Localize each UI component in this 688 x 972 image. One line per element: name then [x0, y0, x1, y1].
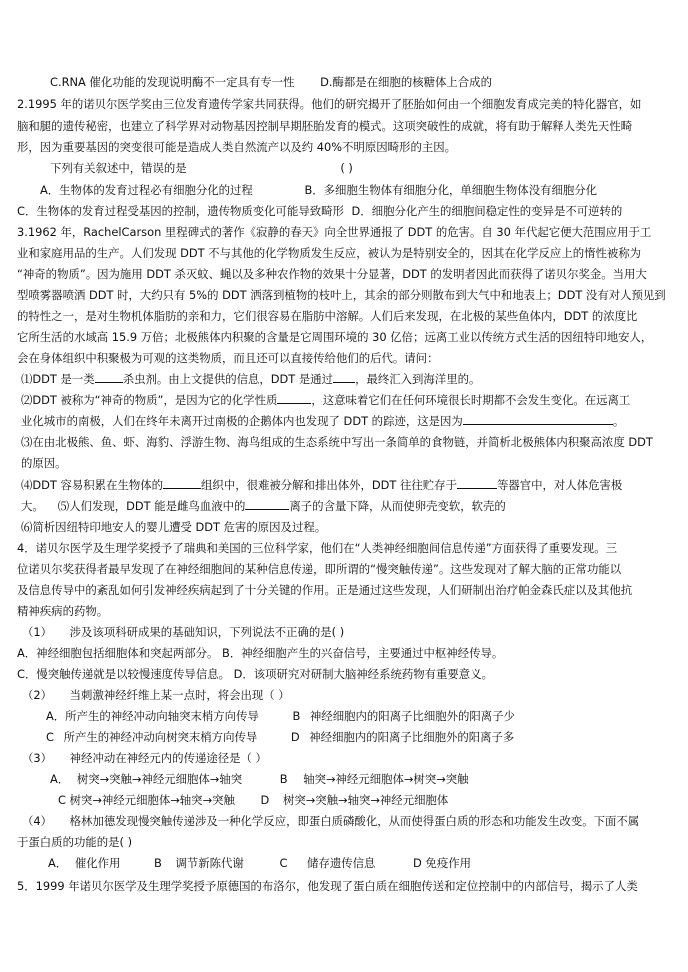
subquestion-5 — [21, 499, 506, 513]
question-3-line-3 — [17, 267, 647, 281]
options-text: C．慢突触传递就是以较慢速度传导信息。 D．该项研究对研制大脑神经系统药物有重要意义。 — [17, 667, 493, 681]
question-4-text: 4．诺贝尔医学及生理学奖授予了瑞典和美国的三位科学家，他们在“人类神经细胞间信息传递”方面获得了重要发现。三 — [17, 541, 617, 555]
subquestion-number: （1） — [22, 625, 53, 639]
question-3-line-7 — [17, 351, 438, 365]
question-3-text: “神奇的物质”。因为施用 DDT 杀灭蚊、蝇以及多种农作物的效果十分显著，DDT 的发明者因此而获得了诺贝尔奖金。当用大 — [17, 267, 647, 281]
option-d: D．细胞分化产生的细胞间稳定性的变异是不可逆转的 — [351, 204, 623, 218]
question-4-line-3 — [17, 583, 632, 597]
option-c: 储存遗传信息 — [307, 856, 376, 870]
question-4-line-1 — [17, 541, 617, 555]
question-4-line-2 — [17, 562, 621, 576]
question-3-text: 的特性之一，是对生物机体脂肪的亲和力，它们很容易在脂肪中溶解。人们后来发现，在北极的某些鱼体内，DDT 的浓度比 — [17, 309, 638, 323]
question-5-line-1 — [17, 879, 638, 893]
question-2-text: 2.1995 年的诺贝尔医学奖由三位发育遗传学家共同获得。他们的研究揭开了胚胎如何由一个细胞发育成完美的特化器官，如 — [17, 97, 642, 111]
question-4-line-4 — [17, 604, 108, 618]
option-a: 树突→突触→神经元细胞体→轴突 — [76, 772, 243, 786]
subquestion-text: ⑶在由北极熊、鱼、虾、海豹、浮游生物、海鸟组成的生态系统中写出一条简单的食物链，并简析北极熊体内积聚高浓度 DDT — [21, 435, 653, 449]
question-2-text: 形，因为重要基因的突变很可能是造成人类自然流产以及约 40%不明原因畸形的主因。 — [17, 140, 457, 154]
subquestion-text: ⑵DDT 被称为“神奇的物质”，是因为它的化学性质 — [21, 393, 278, 407]
subquestion-4-1-options-cd — [17, 667, 493, 681]
answer-bracket: ( ) — [340, 161, 353, 175]
subquestion-4-4-line-2 — [17, 835, 132, 849]
subquestion-2-line-2 — [21, 414, 624, 428]
option-b: 轴突→神经元细胞体→树突→突触 — [303, 772, 469, 786]
subquestion-text: ⑹简析因纽特印地安人的婴儿遭受 DDT 危害的原因及过程。 — [21, 520, 327, 534]
answer-blank[interactable] — [277, 393, 311, 404]
question-2-line-2 — [17, 119, 632, 133]
subquestion-text: 离子的含量下降，从而使卵壳变软，软壳的 — [289, 499, 506, 513]
option-c-letter: C — [46, 730, 54, 744]
subquestion-stem: 格林加德发现慢突触传递涉及一种化学反应，即蛋白质磷酸化，从而使得蛋白质的形态和功能发生改变。下面不属 — [69, 814, 640, 828]
question-4-text: 位诺贝尔奖获得者最早发现了在神经细胞间的某种信息传递，即所谓的“慢突触传递”。这些发现对了解大脑的正常功能以 — [17, 562, 622, 576]
question-3-text: 型喷雾器喷洒 DDT 时，大约只有 5%的 DDT 洒落到植物的枝叶上，其余的部分则散布到大气中和地表上；DDT 没有对人预见到 — [17, 288, 666, 302]
option-a-letter: A． — [50, 772, 70, 786]
option-d-letter: D — [290, 730, 300, 744]
option-b: 调节新陈代谢 — [175, 856, 244, 870]
subquestion-stem: 当刺激神经纤维上某一点时，将会出现（ ） — [69, 688, 290, 702]
option-b-letter: B — [292, 709, 301, 723]
subquestion-4-1 — [22, 625, 344, 639]
subquestion-4-2 — [22, 688, 290, 702]
subquestion-1 — [21, 372, 480, 386]
option-d: 神经细胞内的阳离子比细胞外的阳离子多 — [309, 730, 515, 744]
answer-blank[interactable] — [333, 372, 355, 383]
option-d: D.酶都是在细胞的核糖体上合成的 — [320, 75, 492, 89]
answer-blank[interactable] — [95, 372, 123, 383]
subquestion-stem: 涉及该项科研成果的基础知识，下列说法不正确的是( ) — [69, 625, 345, 639]
question-3-line-4 — [17, 288, 666, 302]
question-3-text: 会在身体组织中积聚极为可观的这类物质，而且还可以直接传给他们的后代。请问： — [17, 351, 439, 365]
question-3-line-2 — [17, 246, 641, 260]
question-2-options-cd — [17, 204, 622, 218]
question-4-text: 及信息传导中的紊乱如何引发神经疾病起到了十分关键的作用。正是通过这些发现，人们研制出治疗帕金森氏症以及其他抗 — [17, 583, 633, 597]
subquestion-text: 的原因。 — [21, 456, 67, 470]
option-a: A．所产生的神经冲动向轴突末梢方向传导 — [46, 709, 259, 723]
subquestion-2-line-1 — [21, 393, 630, 407]
question-5-text: 5．1999 年诺贝尔医学及生理学奖授予原德国的布洛尔，他发现了蛋白质在细胞传送和定位控制中的内部信号，揭示了人类 — [17, 879, 638, 893]
option-b-letter: B — [154, 856, 162, 870]
subquestion-4-3-options-cd — [58, 793, 448, 807]
question-2-stem: 下列有关叙述中，错误的是 — [50, 161, 187, 175]
subquestion-4-4-options — [48, 856, 471, 870]
subquestion-text: 组织中，很难被分解和排出体外，DDT 往往贮存于 — [201, 478, 457, 492]
answer-blank[interactable] — [463, 414, 613, 425]
subquestion-text: 大。 — [21, 499, 44, 513]
subquestion-number: （4） — [22, 814, 53, 828]
subquestion-text: ，最终汇入到海洋里的。 — [355, 372, 481, 386]
subquestion-text: 杀虫剂。由上文提供的信息，DDT 是通过 — [122, 372, 334, 386]
answer-blank[interactable] — [245, 499, 289, 510]
option-c: C.RNA 催化功能的发现说明酶不一定具有专一性 — [50, 75, 295, 89]
option-b: B．多细胞生物体有细胞分化，单细胞生物体没有细胞分化 — [304, 183, 598, 197]
subquestion-3-line-1 — [21, 435, 653, 449]
answer-blank[interactable] — [163, 478, 201, 489]
question-2-options-ab — [40, 183, 597, 197]
question-2-prompt — [50, 161, 353, 175]
subquestion-4-2-options-cd — [46, 730, 514, 744]
subquestion-stem: 于蛋白质的功能的是( ) — [17, 835, 133, 849]
subquestion-3-line-2 — [21, 456, 67, 470]
subquestion-stem: 神经冲动在神经元内的传递途径是（ ） — [69, 751, 267, 765]
subquestion-number: （3） — [22, 751, 53, 765]
question-3-text: 3.1962 年，RachelCarson 里程碑式的著作《寂静的春天》向全世界通报了 DDT 的危害。自 30 年代起它便大范围应用于工 — [17, 225, 652, 239]
option-c: C．生物体的发育过程受基因的控制，遗传物质变化可能导致畸形 — [17, 204, 344, 218]
option-c: 所产生的神经冲动向树突末梢方向传导 — [63, 730, 258, 744]
subquestion-text: 等器官中，对人体危害极 — [496, 478, 623, 492]
subquestion-4-2-options-ab — [46, 709, 515, 723]
options-text: A．神经细胞包括细胞体和突起两部分。 B．神经细胞产生的兴奋信号，主要通过中枢神经传导。 — [17, 646, 504, 660]
subquestion-text: ，这意味着它们在任何环境很长时期都不会发生变化。在远离工 — [311, 393, 631, 407]
question-2-line-3 — [17, 140, 456, 154]
subquestion-4-3-options-ab — [50, 772, 469, 786]
option-c: C 树突→神经元细胞体→轴突→突触 — [58, 793, 235, 807]
subquestion-text: 。 — [612, 414, 625, 428]
question-2-text: 脑和腿的遗传秘密，也建立了科学界对动物基因控制早期胚胎发育的模式。这项突破性的成就，将有助于解释人类先天性畸 — [17, 119, 633, 133]
option-d-letter: D — [260, 793, 270, 807]
question-2-line-1 — [17, 97, 641, 111]
question-3-text: 业和家庭用品的生产。人们发现 DDT 不与其他的化学物质发生反应，被认为是特别安全的，因其在化学反应上的惰性被称为 — [17, 246, 642, 260]
subquestion-text: ⑷DDT 容易积累在生物体的 — [21, 478, 164, 492]
subquestion-4-4-line-1 — [22, 814, 639, 828]
option-b: 神经细胞内的阳离子比细胞外的阳离子少 — [309, 709, 515, 723]
subquestion-4-3 — [22, 751, 267, 765]
subquestion-4-line-1 — [21, 478, 622, 492]
subquestion-6 — [21, 520, 326, 534]
question-3-line-5 — [17, 309, 637, 323]
question-3-text: 它所生活的水域高 15.9 万倍；北极熊体内积聚的含量是它周围环境的 30 亿倍；远离工业以传统方式生活的因纽特印地安人， — [17, 330, 653, 344]
question-3-line-6 — [17, 330, 652, 344]
subquestion-4-1-options-ab — [17, 646, 503, 660]
option-b-letter: B — [279, 772, 288, 786]
option-line-c-d — [50, 75, 492, 89]
subquestion-text: ⑴DDT 是一类 — [21, 372, 95, 386]
option-c-letter: C — [279, 856, 288, 870]
answer-blank[interactable] — [457, 478, 497, 489]
subquestion-number: （2） — [22, 688, 53, 702]
option-d: D 免疫作用 — [413, 856, 471, 870]
question-4-text: 精神疾病的药物。 — [17, 604, 109, 618]
option-a: A．生物体的发育过程必有细胞分化的过程 — [40, 183, 253, 197]
question-3-line-1 — [17, 225, 651, 239]
subquestion-text: 业化城市的南极，人们在终年未离开过南极的企鹅体内也发现了 DDT 的踪迹，这是因为 — [21, 414, 463, 428]
option-a-letter: A． — [48, 856, 68, 870]
subquestion-text: ⑸人们发现，DDT 能是雌鸟血液中的 — [57, 499, 246, 513]
option-a: 催化作用 — [74, 856, 121, 870]
option-d: 树突→突触→轴突→神经元细胞体 — [282, 793, 449, 807]
